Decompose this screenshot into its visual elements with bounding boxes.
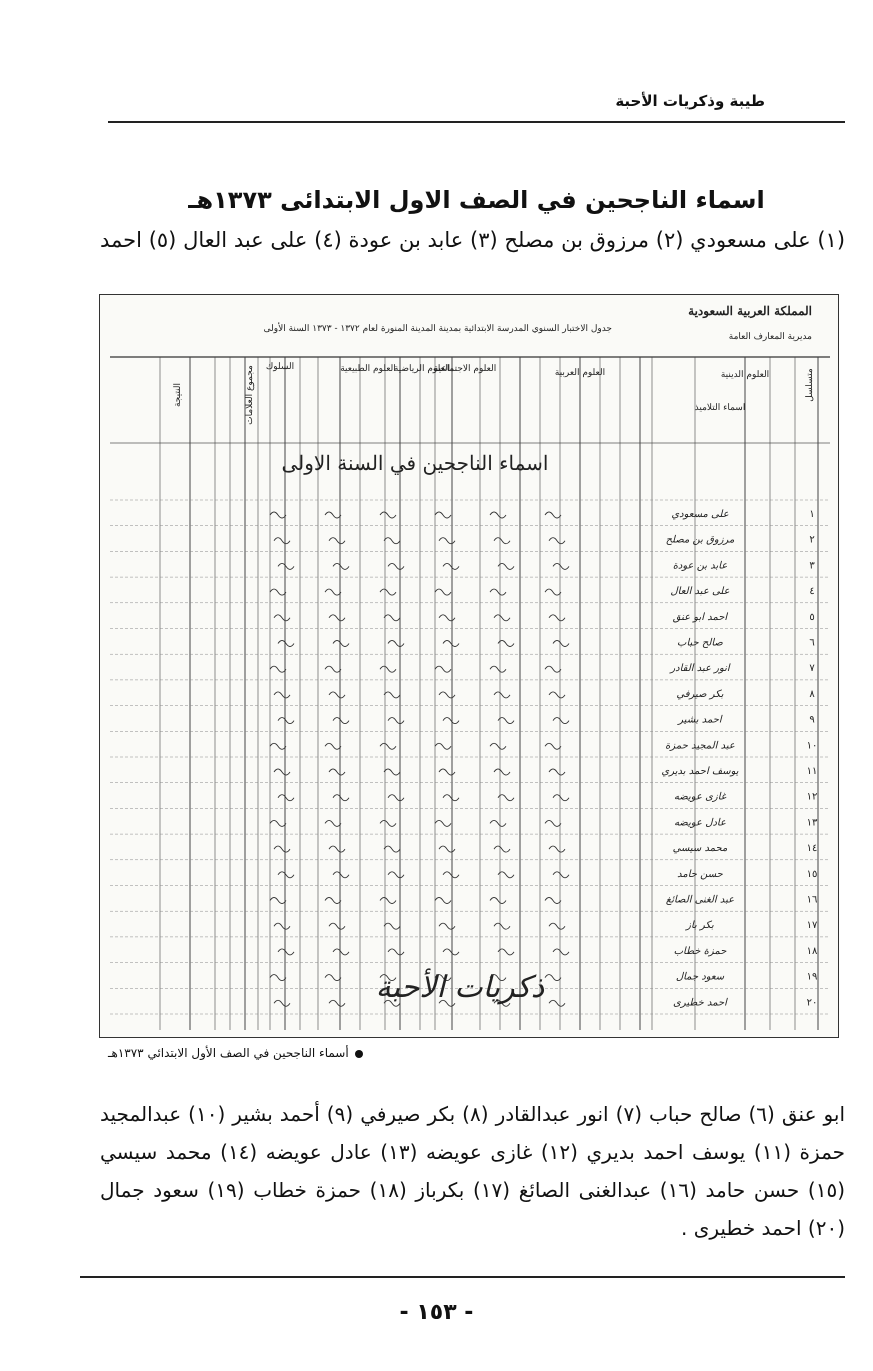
row-student-name: يوسف احمد بديري: [661, 766, 739, 777]
row-number: ١١: [806, 766, 818, 777]
row-student-name: عبد الغنى الصائغ: [665, 894, 735, 906]
names-line: (١) على مسعودي (٢) مرزوق بن مصلح (٣) عابد بن عودة (٤) على عبد العال (٥) احمد: [100, 228, 846, 252]
row-number: ١٠: [806, 740, 818, 752]
row-student-name: حمزة خطاب: [673, 945, 727, 957]
row-student-name: احمد خطيرى: [673, 997, 727, 1009]
row-number: ٢: [809, 534, 815, 546]
row-number: ٣: [809, 560, 815, 572]
row-grade-marks: [278, 641, 569, 647]
row-student-name: سعود جمال: [675, 971, 725, 983]
row-grade-marks: [270, 589, 561, 595]
row-number: ٨: [809, 688, 815, 700]
row-grade-marks: [270, 743, 561, 749]
header-result: النتيجة: [173, 382, 183, 408]
row-number: ٦: [809, 637, 815, 649]
bullet-icon: [355, 1050, 363, 1058]
page-title: اسماء الناجحين في الصف الاول الابتدائى ١٣٧٣هـ: [188, 186, 765, 214]
figure-caption: [108, 1046, 838, 1060]
row-grade-marks: [278, 718, 569, 724]
row-student-name: بكر صيرفي: [676, 688, 724, 700]
header-religious: العلوم الدينية: [720, 370, 770, 380]
row-student-name: احمد ابو عنق: [672, 611, 728, 623]
row-number: ١٥: [806, 868, 818, 880]
row-number: ٧: [809, 663, 815, 675]
doc-form-title: جدول الاختبار السنوي المدرسة الابتدائية بمدينة المدينة المنورة لعام ١٣٧٢ - ١٣٧٣ السنة الأولى: [263, 324, 612, 334]
row-number: ١٦: [806, 894, 818, 906]
row-student-name: محمد سيسي: [672, 843, 728, 855]
grade-table-image: [100, 295, 838, 1037]
row-grade-marks: [270, 512, 561, 518]
page-number: - ١٥٣ -: [399, 1300, 474, 1325]
row-number: ١٢: [806, 791, 818, 803]
doc-ministry: المملكة العربية السعودية: [688, 304, 812, 318]
row-grade-marks: [278, 872, 569, 878]
row-grade-marks: [270, 820, 561, 826]
header-rule: [108, 121, 845, 123]
row-number: ١٧: [806, 920, 818, 932]
row-student-name: غازى عويضه: [673, 791, 727, 803]
row-student-name: عابد بن عودة: [672, 560, 728, 572]
header-name: اسماء التلاميذ: [694, 403, 746, 413]
doc-stamp: ذكريات الأحبة: [375, 970, 545, 1005]
scanned-document: [99, 294, 839, 1038]
row-grade-marks: [274, 538, 565, 544]
footer-rule: [80, 1276, 845, 1278]
row-grade-marks: [274, 692, 565, 698]
row-student-name: بكر باز: [686, 920, 714, 932]
row-student-name: على مسعودي: [671, 509, 729, 520]
row-number: ١: [809, 509, 815, 520]
row-student-name: عبد المجيد حمزة: [665, 740, 735, 752]
running-header: طيبة وذكريات الأحبة: [615, 92, 765, 110]
row-grade-marks: [274, 846, 565, 852]
header-behavior: السلوك: [265, 362, 295, 372]
row-student-name: انور عبد القادر: [670, 663, 730, 675]
table-headers: [173, 362, 815, 425]
doc-directorate: مديرية المعارف العامة: [728, 332, 812, 342]
body-paragraph: ابو عنق (٦) صالح حباب (٧) انور عبدالقادر (٨) بكر صيرفي (٩) أحمد بشير (١٠) عبدالمجيد حمزة (١١) يوسف احمد بديري (١٢) غازى عويضه (١٣) عادل عويضه (١٤) محمد سيسي (١٥) حسن حامد (١٦) عبدالغنى الصائغ (١٧) بكرباز (١٨) حمزة خطاب (١٩) سعود جمال (٢٠) احمد خطيرى .: [100, 1102, 846, 1240]
row-grade-marks: [274, 615, 565, 621]
caption-text: أسماء الناجحين في الصف الأول الابتدائي ١٣٧٣هـ: [108, 1046, 349, 1060]
row-number: ٩: [809, 714, 815, 726]
row-grade-marks: [270, 666, 561, 672]
row-grade-marks: [278, 795, 569, 801]
header-total: مجموع العلامات: [245, 365, 255, 425]
header-natural: العلوم الطبيعية: [340, 364, 396, 374]
header-arabic: العلوم العربية: [554, 368, 606, 378]
row-grade-marks: [274, 769, 565, 775]
row-number: ٢٠: [806, 997, 818, 1009]
row-number: ٥: [809, 611, 815, 623]
header-social: العلوم الاجتماعية: [433, 364, 497, 374]
row-number: ١٩: [806, 971, 818, 983]
row-number: ١٨: [806, 945, 818, 957]
table-rows: [270, 509, 818, 1008]
row-student-name: على عبد العال: [670, 586, 730, 598]
row-grade-marks: [278, 563, 569, 569]
row-grade-marks: [270, 898, 561, 904]
row-student-name: احمد بشير: [678, 714, 722, 726]
row-number: ١٣: [806, 817, 818, 829]
header-serial: متسلسل: [805, 368, 815, 402]
header-math: العلوم الرياضية: [393, 364, 451, 374]
row-grade-marks: [278, 949, 569, 955]
row-student-name: مرزوق بن مصلح: [665, 534, 735, 546]
row-student-name: عادل عويضه: [674, 817, 726, 829]
row-number: ١٤: [806, 843, 818, 855]
row-student-name: صالح حباب: [677, 637, 723, 649]
row-grade-marks: [274, 923, 565, 929]
doc-overlay-title: اسماء الناجحين في السنة الاولى: [281, 451, 549, 475]
row-student-name: حسن حامد: [677, 868, 723, 880]
row-number: ٤: [809, 586, 815, 598]
